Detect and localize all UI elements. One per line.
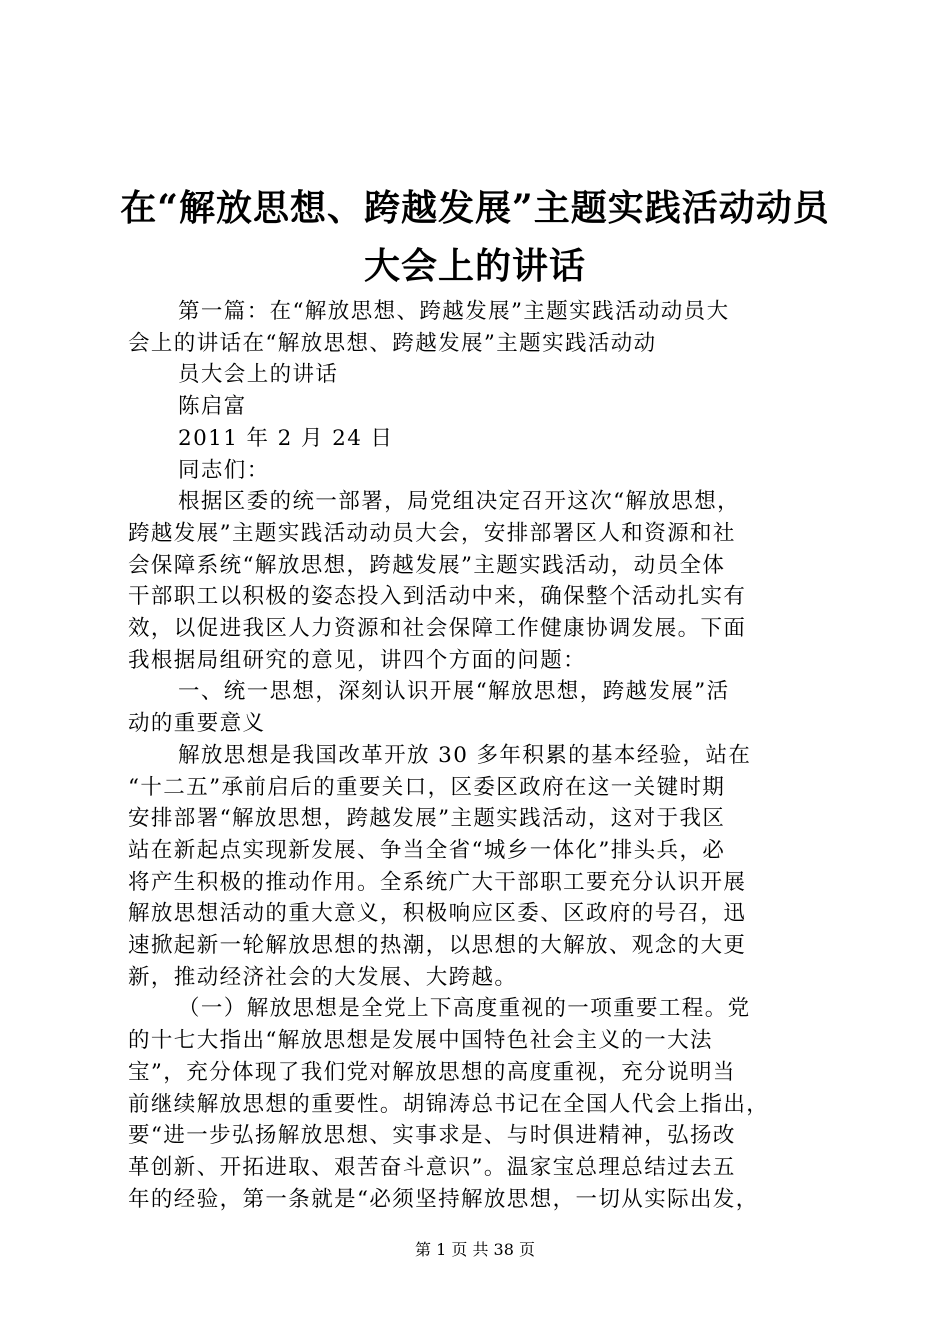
body-line: 干部职工以积极的姿态投入到活动中来，确保整个活动扎实有 — [128, 584, 747, 610]
body-line: 年的经验，第一条就是“必须坚持解放思想，一切从实际出发， — [128, 1186, 759, 1212]
body-line: 效，以促进我区人力资源和社会保障工作健康协调发展。下面 — [128, 616, 747, 642]
body-paragraph — [128, 486, 828, 676]
body-line: 革创新、开拓进取、艰苦奋斗意识”。温家宝总理总结过去五 — [128, 1154, 736, 1180]
document-title-line-2: 大会上的讲话 — [363, 245, 586, 287]
body-line: 解放思想活动的重大意义，积极响应区委、区政府的号召，迅 — [128, 901, 747, 927]
body-line: 跨越发展”主题实践活动动员大会，安排部署区人和资源和社 — [128, 520, 736, 546]
body-paragraph — [128, 423, 828, 455]
body-line: 速掀起新一轮解放思想的热潮，以思想的大解放、观念的大更 — [128, 933, 747, 959]
body-line: 安排部署“解放思想，跨越发展”主题实践活动，这对于我区 — [128, 806, 726, 832]
body-line: 动的重要意义 — [128, 711, 266, 737]
body-line: 会保障系统“解放思想，跨越发展”主题实践活动，动员全体 — [128, 552, 726, 578]
body-line: 同志们： — [178, 457, 270, 483]
body-line: 新，推动经济社会的大发展、大跨越。 — [128, 964, 518, 990]
document-body — [128, 296, 828, 1215]
body-paragraph — [128, 391, 828, 423]
body-line: 2011 年 2 月 24 日 — [178, 425, 394, 451]
body-line: 我根据局组研究的意见，讲四个方面的问题： — [128, 647, 587, 673]
document-title-line-1: 在“解放思想、跨越发展”主题实践活动动员 — [120, 187, 830, 229]
body-line: “十二五”承前启后的重要关口，区委区政府在这一关键时期 — [128, 774, 726, 800]
body-paragraph — [128, 359, 828, 391]
body-line: 站在新起点实现新发展、争当全省“城乡一体化”排头兵，必 — [128, 837, 726, 863]
body-line: 陈启富 — [178, 394, 247, 420]
body-line: 将产生积极的推动作用。全系统广大干部职工要充分认识开展 — [128, 869, 747, 895]
body-line: 的十七大指出“解放思想是发展中国特色社会主义的一大法 — [128, 1028, 713, 1054]
page-footer: 第 1 页 共 38 页 — [415, 1240, 535, 1259]
body-line: 宝”，充分体现了我们党对解放思想的高度重视，充分说明当 — [128, 1059, 736, 1085]
body-paragraph — [128, 455, 828, 487]
body-line: 要“进一步弘扬解放思想、实事求是、与时俱进精神，弘扬改 — [128, 1123, 736, 1149]
body-line: 员大会上的讲话 — [178, 362, 339, 388]
body-line: 根据区委的统一部署，局党组决定召开这次“解放思想， — [178, 489, 740, 515]
body-line: 前继续解放思想的重要性。胡锦涛总书记在全国人代会上指出， — [128, 1091, 770, 1117]
body-paragraph — [128, 676, 828, 739]
body-line: 第一篇：在“解放思想、跨越发展”主题实践活动动员大 — [178, 299, 730, 324]
body-line: （一）解放思想是全党上下高度重视的一项重要工程。党 — [178, 996, 751, 1022]
body-line: 一、统一思想，深刻认识开展“解放思想，跨越发展”活 — [178, 679, 730, 705]
body-line: 会上的讲话在“解放思想、跨越发展”主题实践活动动 — [128, 330, 657, 356]
body-paragraph — [128, 993, 828, 1215]
body-paragraph — [128, 296, 828, 359]
body-paragraph — [128, 740, 828, 994]
body-line: 解放思想是我国改革开放 30 多年积累的基本经验，站在 — [178, 742, 752, 768]
